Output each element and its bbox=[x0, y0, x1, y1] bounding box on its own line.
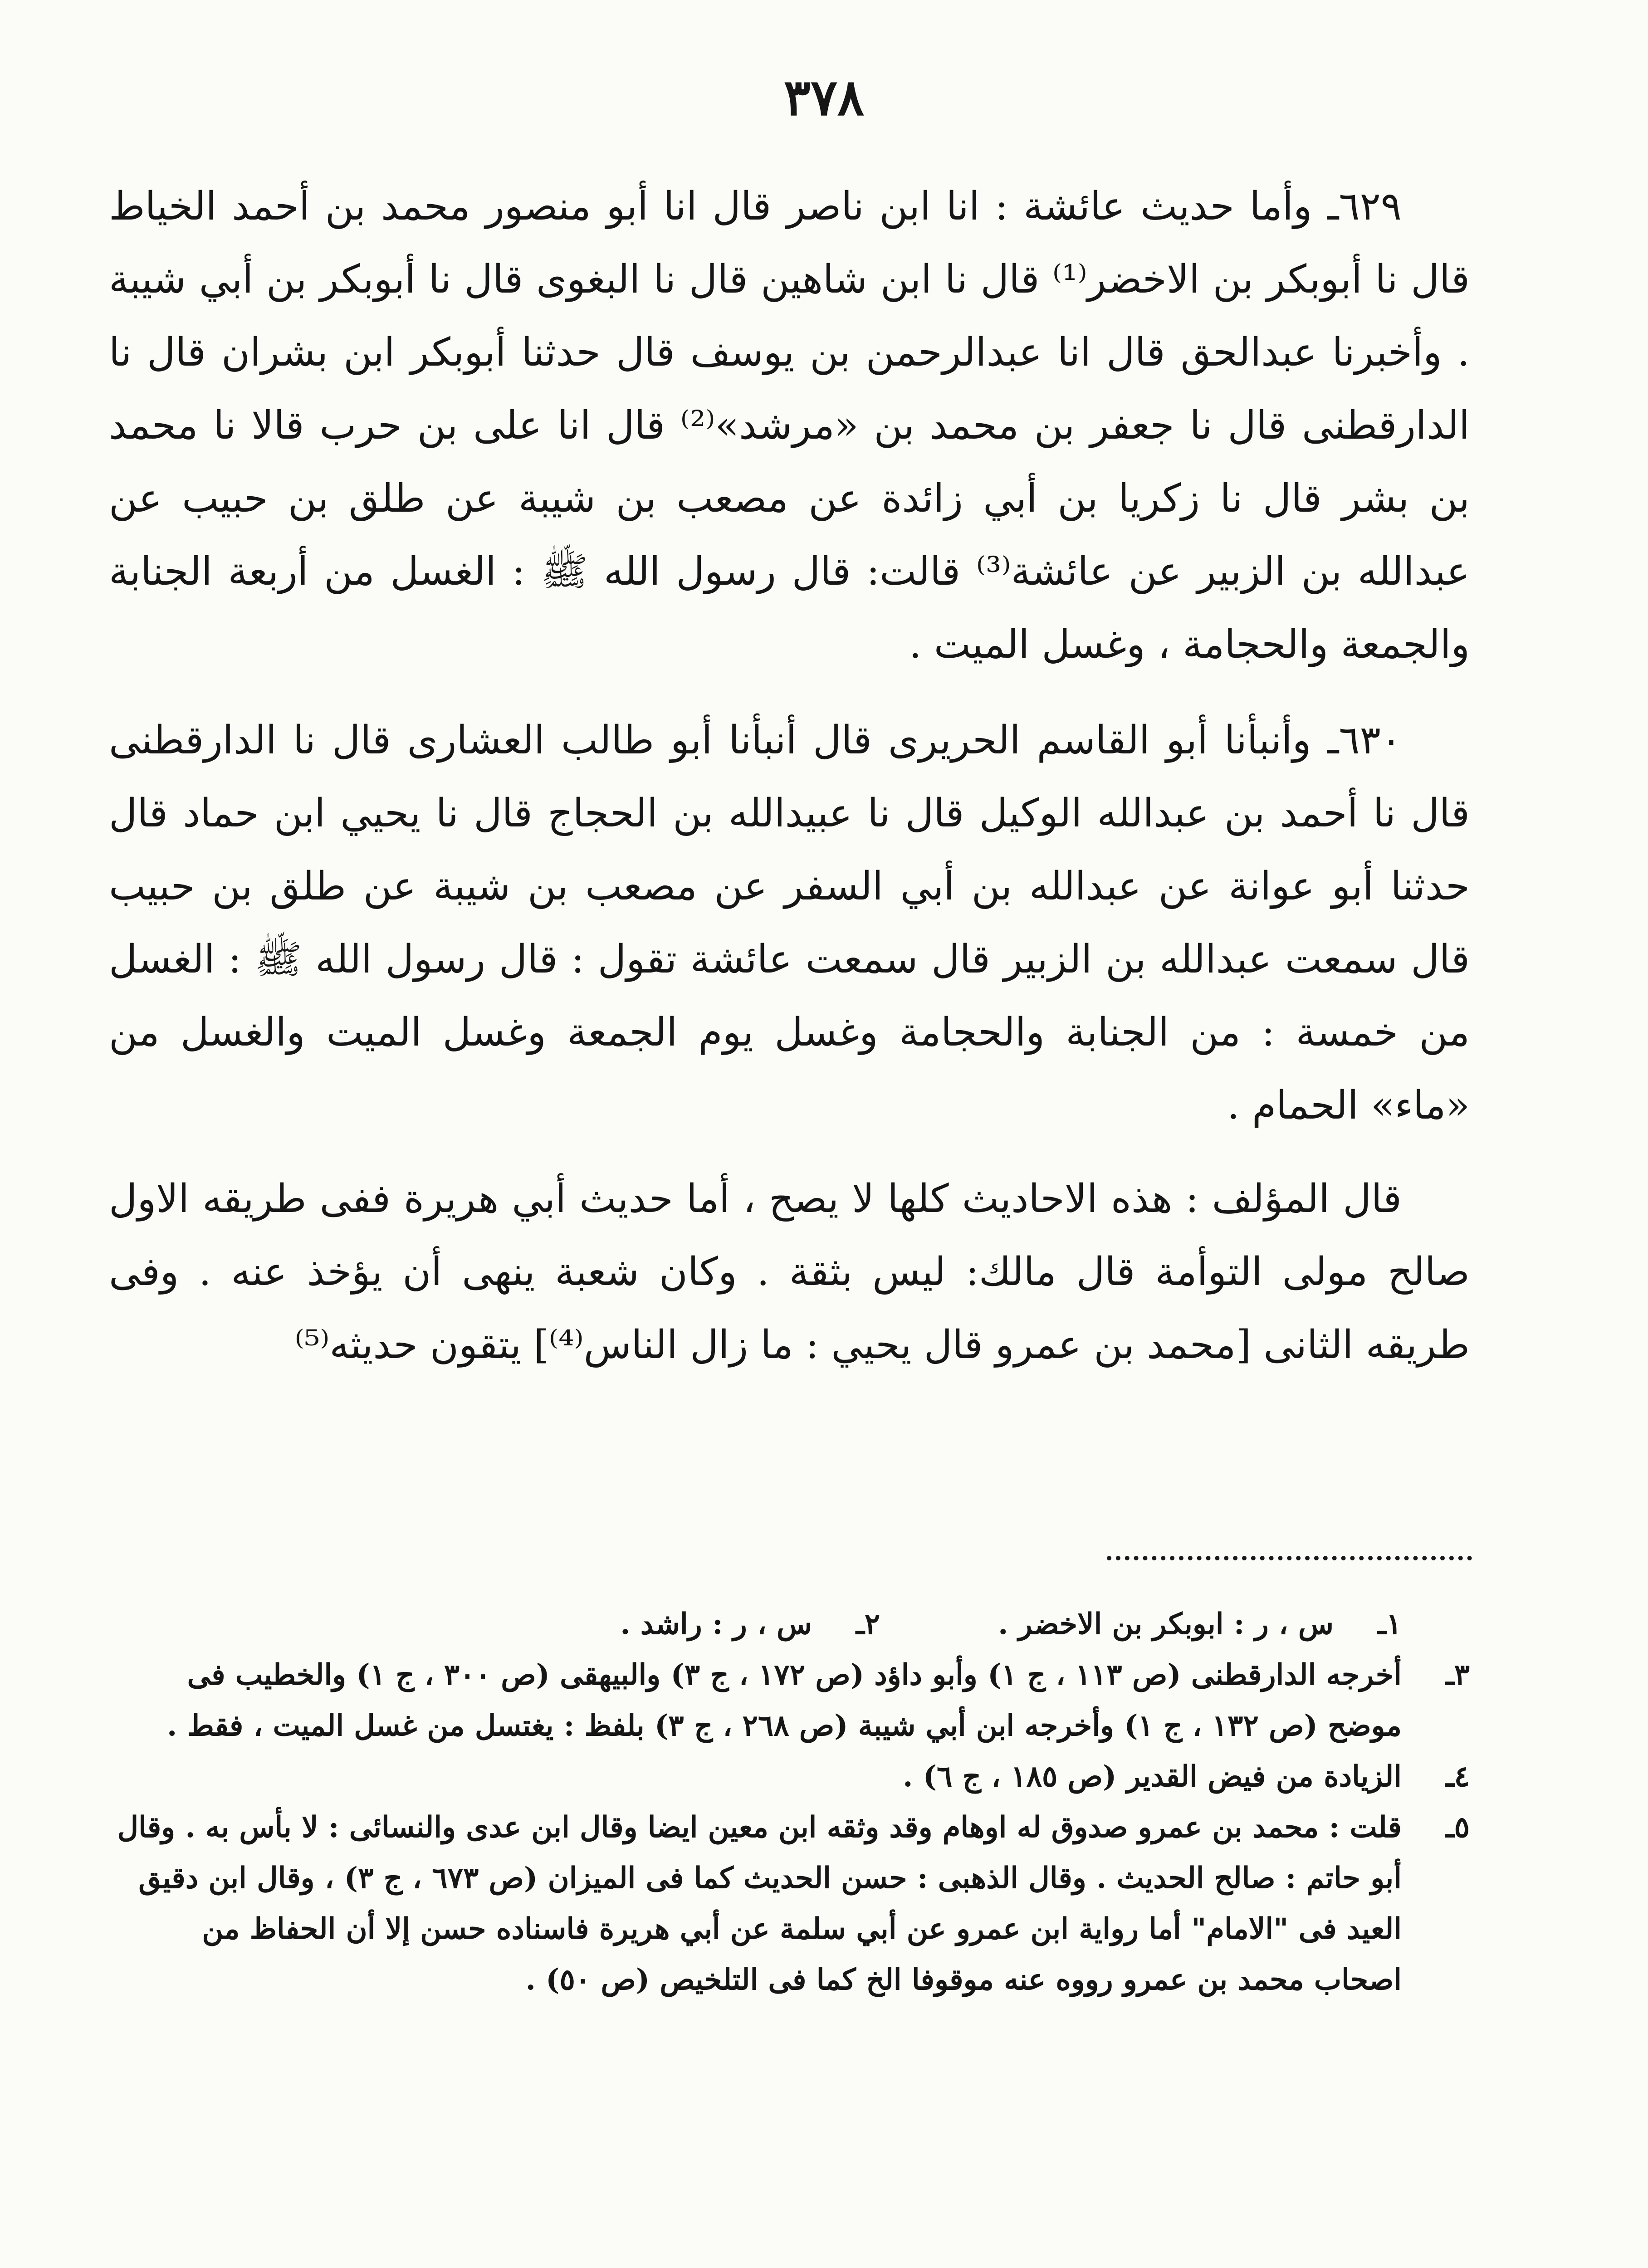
footnote-text: أخرجه الدارقطنى (ص ١١٣ ، ج ١) وأبو داؤد (ص ١٧٢ ، ج ٣) والبيهقى (ص ٣٠٠ ، ج ١) والخطيب فى موضح (ص ١٣٢ ، ج ١) وأخرجه ابن أبي شيبة (ص ٢٦٨ ، ج ٣) بلفظ : يغتسل من غسل الميت ، فقط . bbox=[167, 1658, 1402, 1743]
author-comment-paragraph: قال المؤلف : هذه الاحاديث كلها لا يصح ، أما حديث أبي هريرة ففى طريقه الاول صالح مولى التوأمة قال مالك: ليس بثقة . وكان شعبة ينهى أن يؤخذ عنه . وفى طريقه الثانى [محمد بن عمرو قال يحيي : ما زال الناس⁽⁴⁾] يتقون حديثه⁽⁵⁾ bbox=[109, 1176, 1470, 1368]
hadith-629-paragraph: ٦٢٩ـ وأما حديث عائشة : انا ابن ناصر قال انا أبو منصور محمد بن أحمد الخياط قال نا أبوبكر بن الاخضر⁽¹⁾ قال نا ابن شاهين قال نا البغوى قال نا أبوبكر بن أبي شيبة . وأخبرنا عبدالحق قال انا عبدالرحمن بن يوسف قال حدثنا أبوبكر ابن بشران قال نا الدارقطنى قال نا جعفر بن محمد بن «مرشد»⁽²⁾ قال انا على بن حرب قالا نا محمد بن بشر قال نا زكريا بن أبي زائدة عن مصعب بن شيبة عن طلق بن حبيب عن عبدالله بن الزبير عن عائشة⁽³⁾ قالت: قال رسول الله ﷺ : الغسل من أربعة الجنابة والجمعة والحجامة ، وغسل الميت . bbox=[109, 184, 1470, 667]
footnote-number: ٣ـ bbox=[1445, 1658, 1470, 1692]
footnote-1 bbox=[998, 1599, 1402, 1650]
footnote-text: الزيادة من فيض القدير (ص ١٨٥ ، ج ٦) . bbox=[903, 1760, 1402, 1794]
footnote-number: ٤ـ bbox=[1445, 1760, 1470, 1794]
hadith-630-paragraph: ٦٣٠ـ وأنبأنا أبو القاسم الحريرى قال أنبأنا أبو طالب العشارى قال نا الدارقطنى قال نا أحمد بن عبدالله الوكيل قال نا عبيدالله بن الحجاج قال نا يحيي ابن حماد قال حدثنا أبو عوانة عن عبدالله بن أبي السفر عن مصعب بن شيبة عن طلق بن حبيب قال سمعت عبدالله بن الزبير قال سمعت عائشة تقول : قال رسول الله ﷺ : الغسل من خمسة : من الجنابة والحجامة وغسل يوم الجمعة وغسل الميت والغسل من «ماء» الحمام . bbox=[109, 718, 1470, 1128]
footnote-row-1-2 bbox=[109, 1599, 1470, 1650]
footnote-4 bbox=[109, 1751, 1470, 1802]
page-number: ٣٧٨ bbox=[783, 68, 865, 127]
footnote-2 bbox=[620, 1599, 880, 1650]
footnote-separator bbox=[1107, 1556, 1472, 1560]
footnote-3 bbox=[109, 1650, 1470, 1751]
footnote-number: ٥ـ bbox=[1445, 1810, 1470, 1844]
footnote-text: س ، ر : ابوبكر بن الاخضر . bbox=[998, 1607, 1334, 1641]
footnote-5 bbox=[109, 1802, 1470, 2005]
footnote-text: س ، ر : راشد . bbox=[620, 1607, 812, 1641]
footnotes bbox=[109, 1599, 1470, 2005]
main-text bbox=[109, 170, 1470, 1402]
footnote-number: ١ـ bbox=[1377, 1607, 1402, 1641]
footnote-text: قلت : محمد بن عمرو صدوق له اوهام وقد وثقه ابن معين ايضا وقال ابن عدى والنسائى : لا بأس به . وقال أبو حاتم : صالح الحديث . وقال الذهبى : حسن الحديث كما فى الميزان (ص ٦٧٣ ، ج ٣) ، وقال ابن دقيق العيد فى "الامام" أما رواية ابن عمرو عن أبي سلمة عن أبي هريرة فاسناده حسن إلا أن الحفاظ من اصحاب محمد بن عمرو رووه عنه موقوفا الخ كما فى التلخيص (ص ٥٠) . bbox=[117, 1810, 1402, 1997]
footnote-number: ٢ـ bbox=[856, 1607, 880, 1641]
